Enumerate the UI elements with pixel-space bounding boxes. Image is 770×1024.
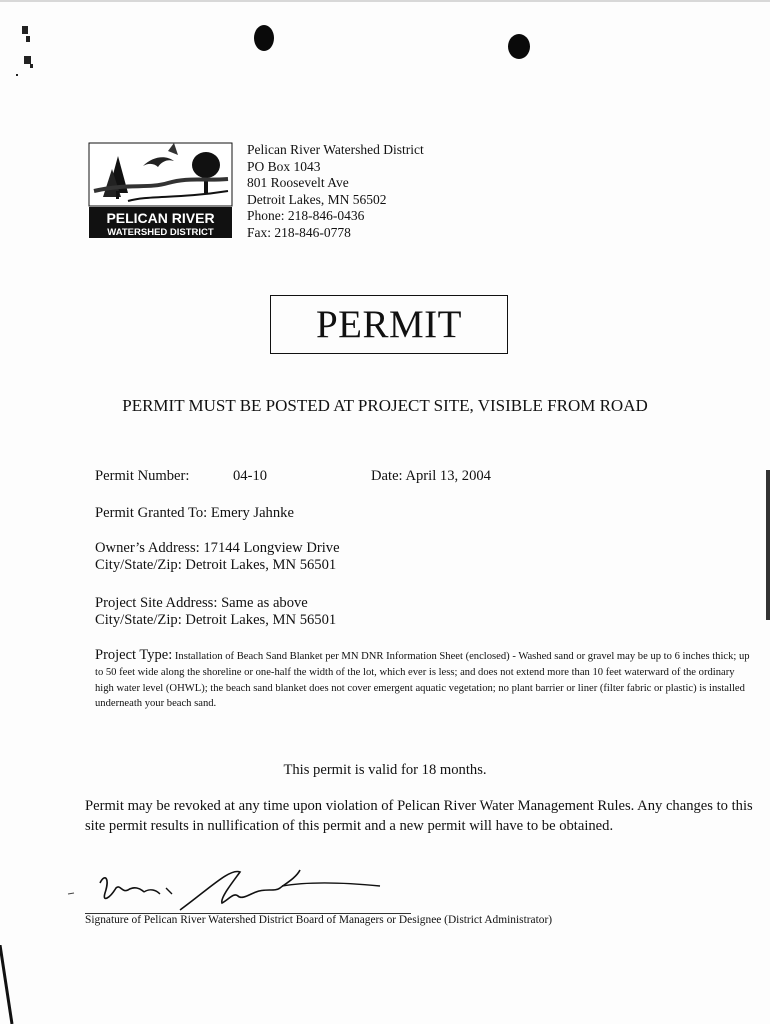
permit-granted-to: Permit Granted To: Emery Jahnke [95,505,294,521]
posting-notice: PERMIT MUST BE POSTED AT PROJECT SITE, VISIBLE FROM ROAD [122,396,648,415]
project-type-description: Installation of Beach Sand Blanket per MN DNR Information Sheet (enclosed) - Washed sand or gravel may be up to 6 inches thick; up to 50 feet wide along the shoreline or one-half the width of the lot, which ever is less; and does not extend more than 10 feet waterward of the ordinary high water level (OHWL); the beach sand blanket does not cover emergent aquatic vegetation; no plant barrier or liner (filter fabric or plastic) is installed underneath your beach sand. [95,651,750,710]
permit-number-value: 04-10 [233,468,268,484]
street-address: 801 Roosevelt Ave [247,175,349,191]
project-site-address: Project Site Address: Same as above [95,595,308,611]
permit-date: Date: April 13, 2004 [371,468,491,484]
revocation-statement: Permit may be revoked at any time upon violation of Pelican River Water Management Rules. Any changes to this site permit results in nullification of this permit and a new permit will have to be obtained. [85,798,753,834]
permit-title: PERMIT [270,295,508,354]
scan-edge-left [0,945,20,1024]
po-box: PO Box 1043 [247,158,321,174]
project-type [95,648,755,712]
phone: Phone: 218-846-0436 [247,208,365,224]
scan-speck-cluster [14,22,44,102]
permit-number-label: Permit Number: [95,468,190,484]
punch-hole-left [254,25,274,51]
project-site-city-state-zip: City/State/Zip: Detroit Lakes, MN 56501 [95,612,337,628]
svg-text:PELICAN RIVER: PELICAN RIVER [106,210,215,226]
pelican-river-logo [88,141,233,239]
handwritten-signature [60,858,390,918]
signature-caption: Signature of Pelican River Watershed District Board of Managers or Designee (District Administrator) [85,914,553,926]
fax: Fax: 218-846-0778 [247,224,351,240]
punch-hole-right [508,34,530,59]
letterhead-address [247,142,424,242]
owner-city-state-zip: City/State/Zip: Detroit Lakes, MN 56501 [95,557,337,573]
owner-address: Owner’s Address: 17144 Longview Drive [95,540,340,556]
city-state-zip: Detroit Lakes, MN 56502 [247,191,387,207]
scan-edge-right [766,470,770,620]
page-top-edge [0,0,770,2]
project-type-label: Project Type: [95,647,173,663]
validity-statement: This permit is valid for 18 months. [283,762,487,778]
svg-text:WATERSHED DISTRICT: WATERSHED DISTRICT [107,227,214,238]
org-name: Pelican River Watershed District [247,142,424,157]
